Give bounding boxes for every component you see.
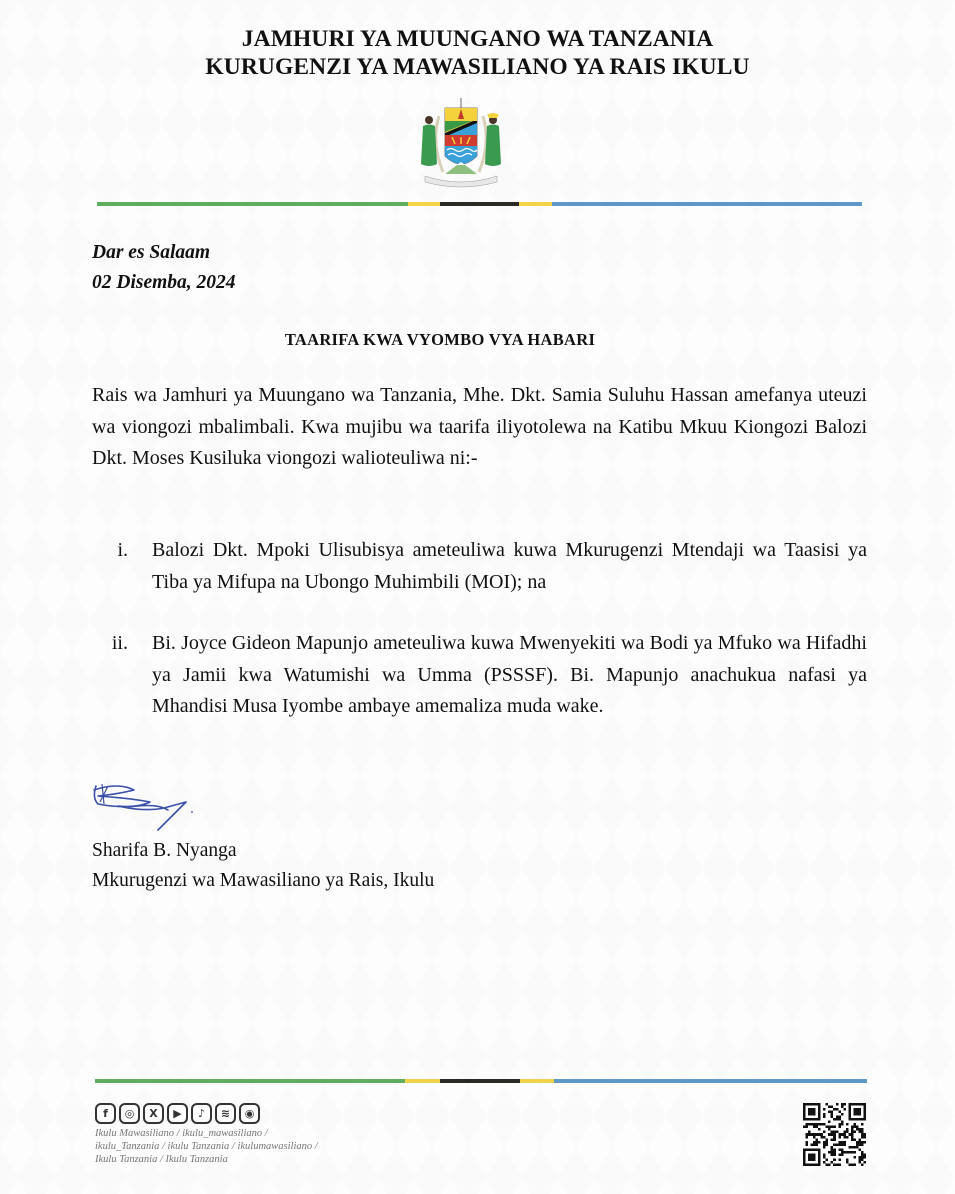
divider-black-segment (440, 1079, 520, 1083)
flag-color-divider-bottom (95, 1079, 867, 1083)
podcasts-icon[interactable]: ◉ (239, 1103, 260, 1124)
divider-blue-segment (554, 1079, 867, 1083)
youtube-icon[interactable]: ▶ (167, 1103, 188, 1124)
divider-yellow-segment (408, 202, 441, 206)
qr-code-icon[interactable] (803, 1103, 866, 1166)
tanzania-coat-of-arms-icon (417, 98, 505, 188)
letter-place: Dar es Salaam (92, 242, 211, 263)
divider-green-segment (95, 1079, 405, 1083)
signer-title: Mkurugenzi wa Mawasiliano ya Rais, Ikulu (92, 870, 435, 891)
list-item-number: i. (117, 539, 128, 561)
divider-yellow-segment (519, 202, 552, 206)
flag-color-divider-top (97, 202, 862, 206)
social-icons (95, 1103, 260, 1124)
list-item-text: Bi. Joyce Gideon Mapunjo ameteuliwa kuwa Mwenyekiti wa Bodi ya Mfuko wa Hifadhi ya Jamii kwa Watumishi wa Umma (PSSSF). Bi. Mapunjo anachukua nafasi ya Mhandisi Musa Iyombe ambaye amemaliza muda wake. (152, 632, 867, 717)
header-title-line2: KURUGENZI YA MAWASILIANO YA RAIS IKULU (205, 54, 750, 80)
divider-yellow-segment (520, 1079, 553, 1083)
instagram-icon[interactable]: ◎ (119, 1103, 140, 1124)
intro-paragraph: Rais wa Jamhuri ya Muungano wa Tanzania, Mhe. Dkt. Samia Suluhu Hassan amefanya uteuzi wa viongozi mbalimbali. Kwa mujibu wa taarifa iliyotolewa na Katibu Mkuu Kiongozi Balozi Dkt. Moses Kusiluka viongozi walioteuliwa ni:- (92, 384, 867, 469)
document-heading: TAARIFA KWA VYOMBO VYA HABARI (284, 330, 596, 349)
divider-blue-segment (552, 202, 862, 206)
header-title-line1: JAMHURI YA MUUNGANO WA TANZANIA (241, 26, 714, 52)
list-item-number: ii. (111, 632, 128, 654)
signer-name: Sharifa B. Nyanga (92, 840, 237, 861)
spotify-icon[interactable]: ≋ (215, 1103, 236, 1124)
signature-icon (88, 780, 203, 835)
letter-date: 02 Disemba, 2024 (92, 272, 236, 293)
tiktok-icon[interactable]: ♪ (191, 1103, 212, 1124)
list-item-text: Balozi Dkt. Mpoki Ulisubisya ameteuliwa kuwa Mkurugenzi Mtendaji wa Taasisi ya Tiba ya Mifupa na Ubongo Muhimbili (MOI); na (152, 539, 867, 593)
divider-green-segment (97, 202, 408, 206)
divider-yellow-segment (405, 1079, 440, 1083)
social-handles: Ikulu Mawasiliano / ikulu_mawasiliano / ikulu_Tanzania / ikulu Tanzania / ikulumawasiliano / Ikulu Tanzania / Ikulu Tanzania (95, 1128, 318, 1165)
x-icon[interactable]: X (143, 1103, 164, 1124)
divider-black-segment (440, 202, 519, 206)
facebook-icon[interactable]: f (95, 1103, 116, 1124)
